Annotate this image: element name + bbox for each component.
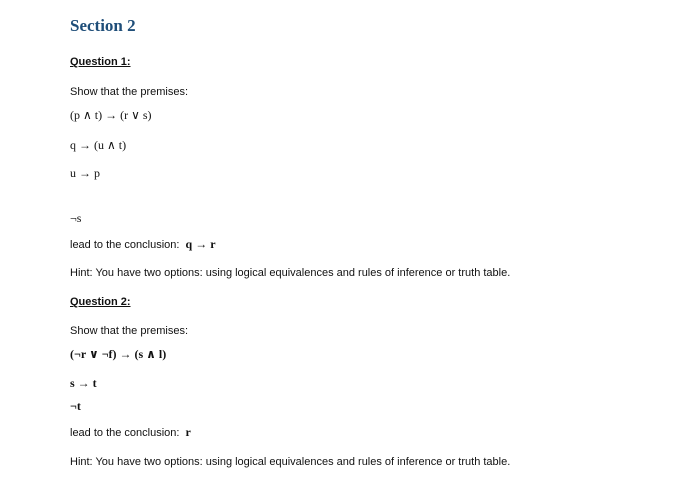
question-1-hint: Hint: You have two options: using logical equivalences and rules of inference or truth table. (70, 267, 511, 279)
question-2-heading: Question 2: (70, 296, 131, 308)
question-1-conclusion-line (70, 237, 216, 252)
section-title: Section 2 (70, 16, 136, 35)
question-1-intro: Show that the premises: (70, 86, 189, 98)
question-2-premise-2: s → t (70, 376, 97, 390)
question-1-conclusion-label: lead to the conclusion: (70, 239, 180, 251)
question-2-hint: Hint: You have two options: using logical equivalences and rules of inference or truth table. (70, 456, 511, 468)
question-2-conclusion-label: lead to the conclusion: (70, 427, 180, 439)
question-1-premise-2: q → (u ∧ t) (70, 138, 127, 152)
question-1-heading: Question 1: (70, 56, 131, 68)
question-2-premise-3: ¬t (70, 399, 81, 413)
question-1-premise-4: ¬s (70, 211, 82, 225)
question-2-premise-1: (¬r ∨ ¬f) → (s ∧ l) (70, 347, 167, 361)
question-1-premise-3: u → p (70, 166, 100, 180)
question-2-conclusion-line (70, 425, 191, 440)
question-1-premise-1: (p ∧ t) → (r ∨ s) (70, 108, 152, 122)
question-1-conclusion: q → r (185, 237, 216, 251)
question-2-intro: Show that the premises: (70, 325, 189, 337)
question-2-conclusion: r (185, 425, 191, 439)
